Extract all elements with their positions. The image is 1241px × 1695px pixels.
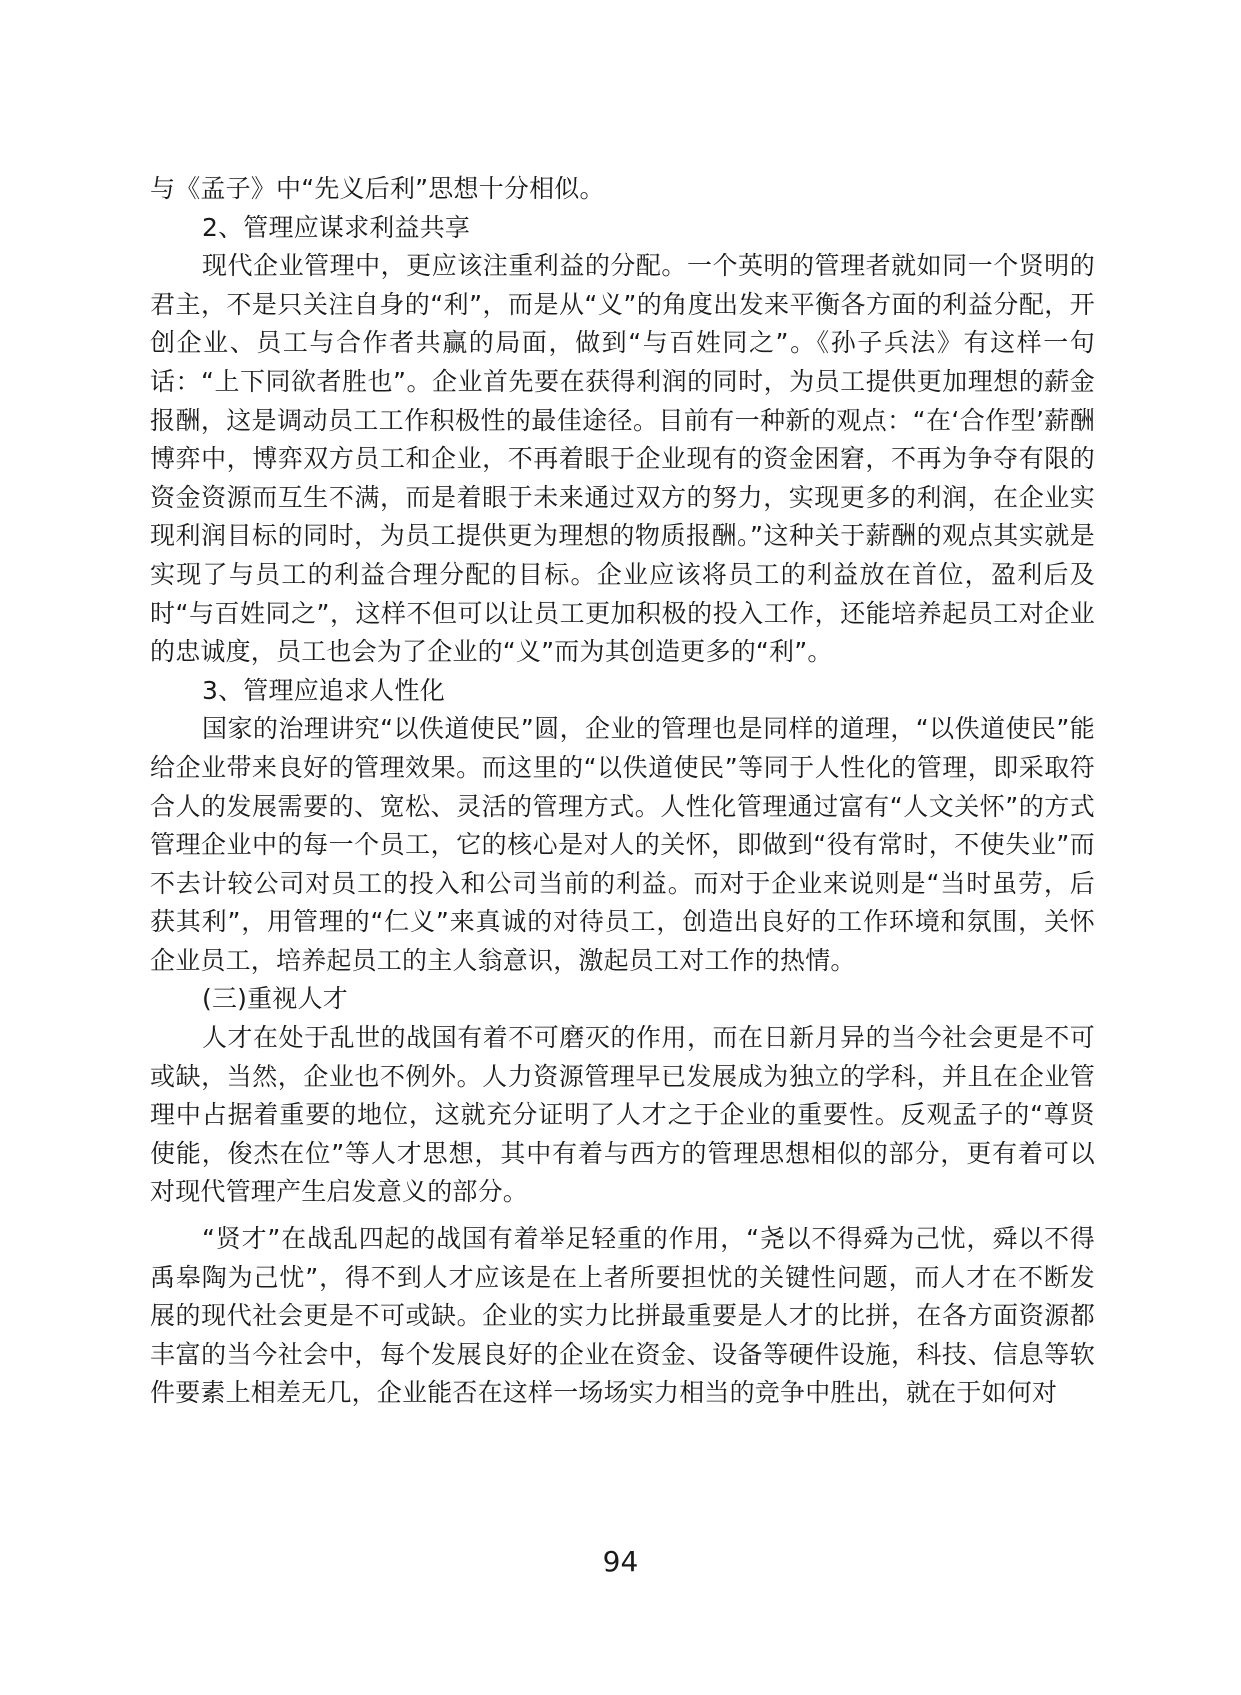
body-paragraph: 人才在处于乱世的战国有着不可磨灭的作用，而在日新月异的当今社会更是不可或缺，当然，企业也不例外。人力资源管理早已发展成为独立的学科，并且在企业管理中占据着重要的地位，这就充分证明了人才之于企业的重要性。反观孟子的“尊贤使能，俊杰在位”等人才思想，其中有着与西方的管理思想相似的部分，更有着可以对现代管理产生启发意义的部分。 <box>150 1023 1095 1207</box>
page-number: 94 <box>602 1545 639 1578</box>
paragraph-continuation: 与《孟子》中“先义后利”思想十分相似。 <box>150 174 605 203</box>
body-paragraph: 现代企业管理中，更应该注重利益的分配。一个英明的管理者就如同一个贤明的君主，不是只关注自身的“利”，而是从“义”的角度出发来平衡各方面的利益分配，开创企业、员工与合作者共赢的局面，做到“与百姓同之”。《孙子兵法》有这样一句话：“上下同欲者胜也”。企业首先要在获得利润的同时，为员工提供更加理想的薪金报酬，这是调动员工工作积极性的最佳途径。目前有一种新的观点：“在‘合作型’薪酬博弈中，博弈双方员工和企业，不再着眼于企业现有的资金困窘，不再为争夺有限的资金资源而互生不满，而是着眼于未来通过双方的努力，实现更多的利润，在企业实现利润目标的同时，为员工提供更为理想的物质报酬。”这种关于薪酬的观点其实就是实现了与员工的利益合理分配的目标。企业应该将员工的利益放在首位，盈利后及时“与百姓同之”，这样不但可以让员工更加积极的投入工作，还能培养起员工对企业的忠诚度，员工也会为了企业的“义”而为其创造更多的“利”。 <box>150 251 1095 667</box>
section-heading: (三)重视人才 <box>202 984 348 1014</box>
body-paragraph: “贤才”在战乱四起的战国有着举足轻重的作用，“尧以不得舜为己忧，舜以不得禹皋陶为己忧”，得不到人才应该是在上者所要担忧的关键性问题，而人才在不断发展的现代社会更是不可或缺。企业的实力比拼最重要是人才的比拼，在各方面资源都丰富的当今社会中，每个发展良好的企业在资金、设备等硬件设施，科技、信息等软件要素上相差无几，企业能否在这样一场场实力相当的竞争中胜出，就在于如何对 <box>150 1224 1095 1408</box>
body-paragraph: 国家的治理讲究“以佚道使民”圆，企业的管理也是同样的道理，“以佚道使民”能给企业带来良好的管理效果。而这里的“以佚道使民”等同于人性化的管理，即采取符合人的发展需要的、宽松、灵活的管理方式。人性化管理通过富有“人文关怀”的方式管理企业中的每一个员工，它的核心是对人的关怀，即做到“役有常时，不使失业”而不去计较公司对员工的投入和公司当前的利益。而对于企业来说则是“当时虽劳，后获其利”，用管理的“仁义”来真诚的对待员工，创造出良好的工作环境和氛围，关怀企业员工，培养起员工的主人翁意识，激起员工对工作的热情。 <box>150 714 1095 975</box>
section-heading: 3、管理应追求人性化 <box>202 675 445 705</box>
page-body <box>150 170 1095 1413</box>
section-heading: 2、管理应谋求利益共享 <box>202 212 471 242</box>
